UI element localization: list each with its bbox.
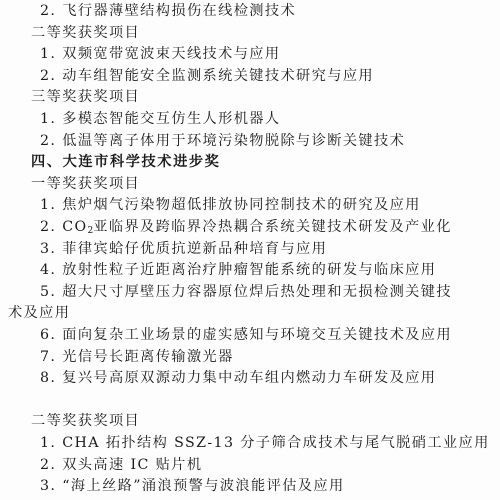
section-subheading: 一等奖获奖项目 xyxy=(31,176,141,192)
text-line: 8. 复兴号高原双源动力集中动车组内燃动力车研发及应用 xyxy=(40,370,437,386)
text-line: 5. 超大尺寸厚壁压力容器原位焊后热处理和无损检测关键技 xyxy=(40,284,452,300)
text-line: 1. 焦炉烟气污染物超低排放协同控制技术的研究及应用 xyxy=(40,197,421,213)
text-line: 2. 动车组智能安全监测系统关键技术研究与应用 xyxy=(40,68,374,84)
text-fragment: 亚临界及跨临界冷热耦合系统关键技术研发及产业化 xyxy=(93,219,452,235)
section-subheading: 三等奖获奖项目 xyxy=(31,89,141,105)
text-line: 4. 放射性粒子近距离治疗肿瘤智能系统的研发与临床应用 xyxy=(40,262,437,278)
section-subheading: 二等奖获奖项目 xyxy=(31,25,141,41)
text-line: 2. 低温等离子体用于环境污染物脱除与诊断关键技术 xyxy=(40,133,406,149)
subscript: 2 xyxy=(87,226,94,236)
text-line: 3. “海上丝路”涌浪预警与波浪能评估及应用 xyxy=(40,478,345,494)
text-line: 术及应用 xyxy=(8,305,71,321)
text-line: 1. CHA 拓扑结构 SSZ-13 分子筛合成技术与尾气脱硝工业应用 xyxy=(40,435,490,451)
text-line: 2. 飞行器薄壁结构损伤在线检测技术 xyxy=(40,3,297,19)
text-line: 1. 多模态智能交互仿生人形机器人 xyxy=(40,111,281,127)
text-line: 6. 面向复杂工业场景的虚实感知与环境交互关键技术及应用 xyxy=(40,327,452,343)
text-line: 7. 光信号长距离传输激光器 xyxy=(40,349,234,365)
text-fragment: 2. CO xyxy=(40,219,88,235)
section-heading: 四、大连市科学技术进步奖 xyxy=(31,154,221,170)
text-line: 2. 双头高速 IC 贴片机 xyxy=(40,457,203,473)
section-subheading: 二等奖获奖项目 xyxy=(31,413,141,429)
text-line: 1. 双频宽带宽波束天线技术与应用 xyxy=(40,46,281,62)
text-line: 3. 菲律宾蛤仔优质抗逆新品种培育与应用 xyxy=(40,241,328,257)
text-line xyxy=(0,218,500,240)
